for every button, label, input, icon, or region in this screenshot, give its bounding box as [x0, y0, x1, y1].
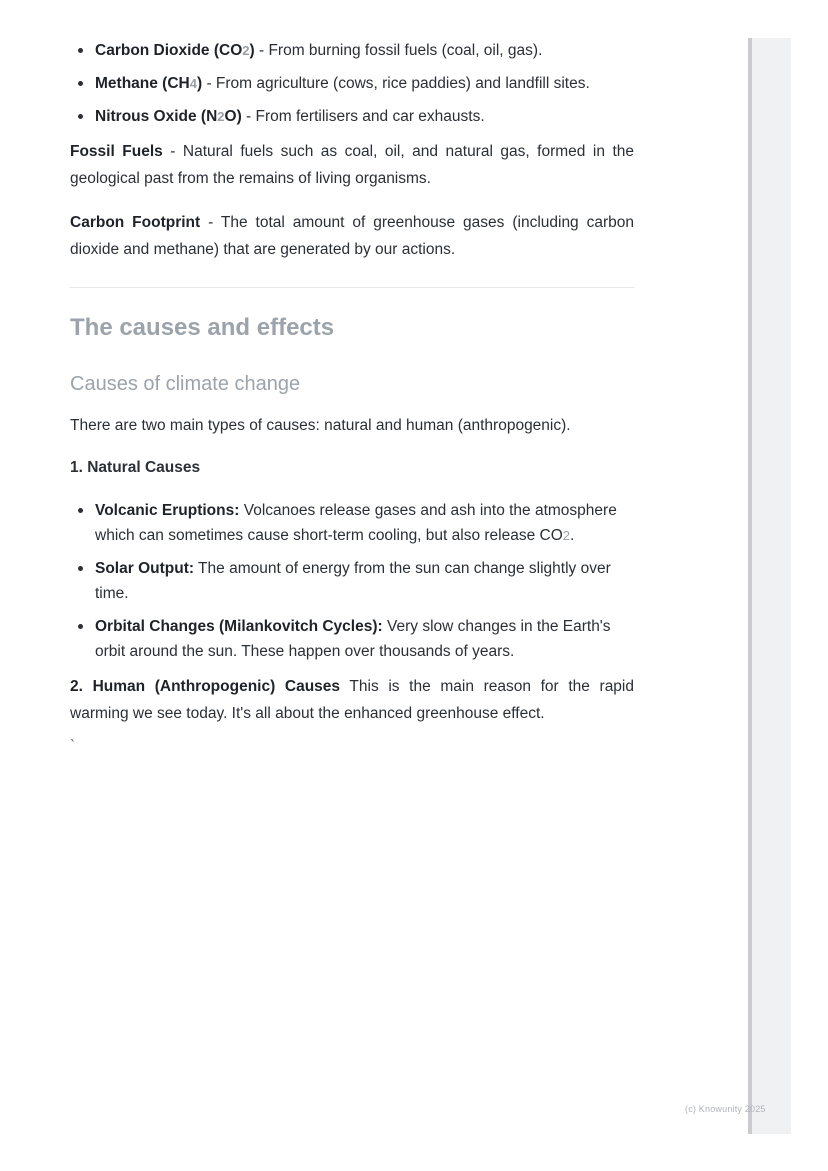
scrollbar-thumb[interactable]	[748, 38, 752, 1134]
greenhouse-gas-list	[70, 38, 634, 129]
stray-mark: `	[70, 737, 75, 754]
list-item: Volcanic Eruptions: Volcanoes release gases and ash into the atmosphere which can sometimes cause short-term cooling, but also release CO2.	[70, 498, 634, 548]
human-causes-paragraph: 2. Human (Anthropogenic) Causes This is the main reason for the rapid warming we see today. It's all about the enhanced greenhouse effect.	[70, 678, 634, 722]
scrollbar-track[interactable]	[748, 38, 791, 1134]
list-item: Carbon Dioxide (CO2) - From burning fossil fuels (coal, oil, gas).	[70, 38, 634, 63]
section-title: The causes and effects	[70, 314, 335, 341]
carbon-footprint-definition: Carbon Footprint - The total amount of greenhouse gases (including carbon dioxide and methane) that are generated by our actions.	[70, 214, 635, 258]
list-item: Orbital Changes (Milankovitch Cycles): Very slow changes in the Earth's orbit around the sun. These happen over thousands of years.	[70, 614, 634, 664]
list-item: Nitrous Oxide (N2O) - From fertilisers and car exhausts.	[70, 104, 634, 129]
fossil-fuels-definition: Fossil Fuels - Natural fuels such as coal, oil, and natural gas, formed in the geological past from the remains of living organisms.	[70, 143, 634, 187]
document-content	[70, 38, 634, 754]
intro-paragraph: There are two main types of causes: natural and human (anthropogenic).	[70, 417, 571, 434]
natural-causes-heading: 1. Natural Causes	[70, 459, 201, 476]
list-item: Solar Output: The amount of energy from the sun can change slightly over time.	[70, 556, 634, 606]
footer-copyright: (c) Knowunity 2025	[685, 1104, 766, 1114]
list-item: Methane (CH4) - From agriculture (cows, rice paddies) and landfill sites.	[70, 71, 634, 96]
subsection-title: Causes of climate change	[70, 373, 301, 395]
section-divider	[70, 287, 634, 288]
natural-causes-list	[70, 498, 634, 664]
